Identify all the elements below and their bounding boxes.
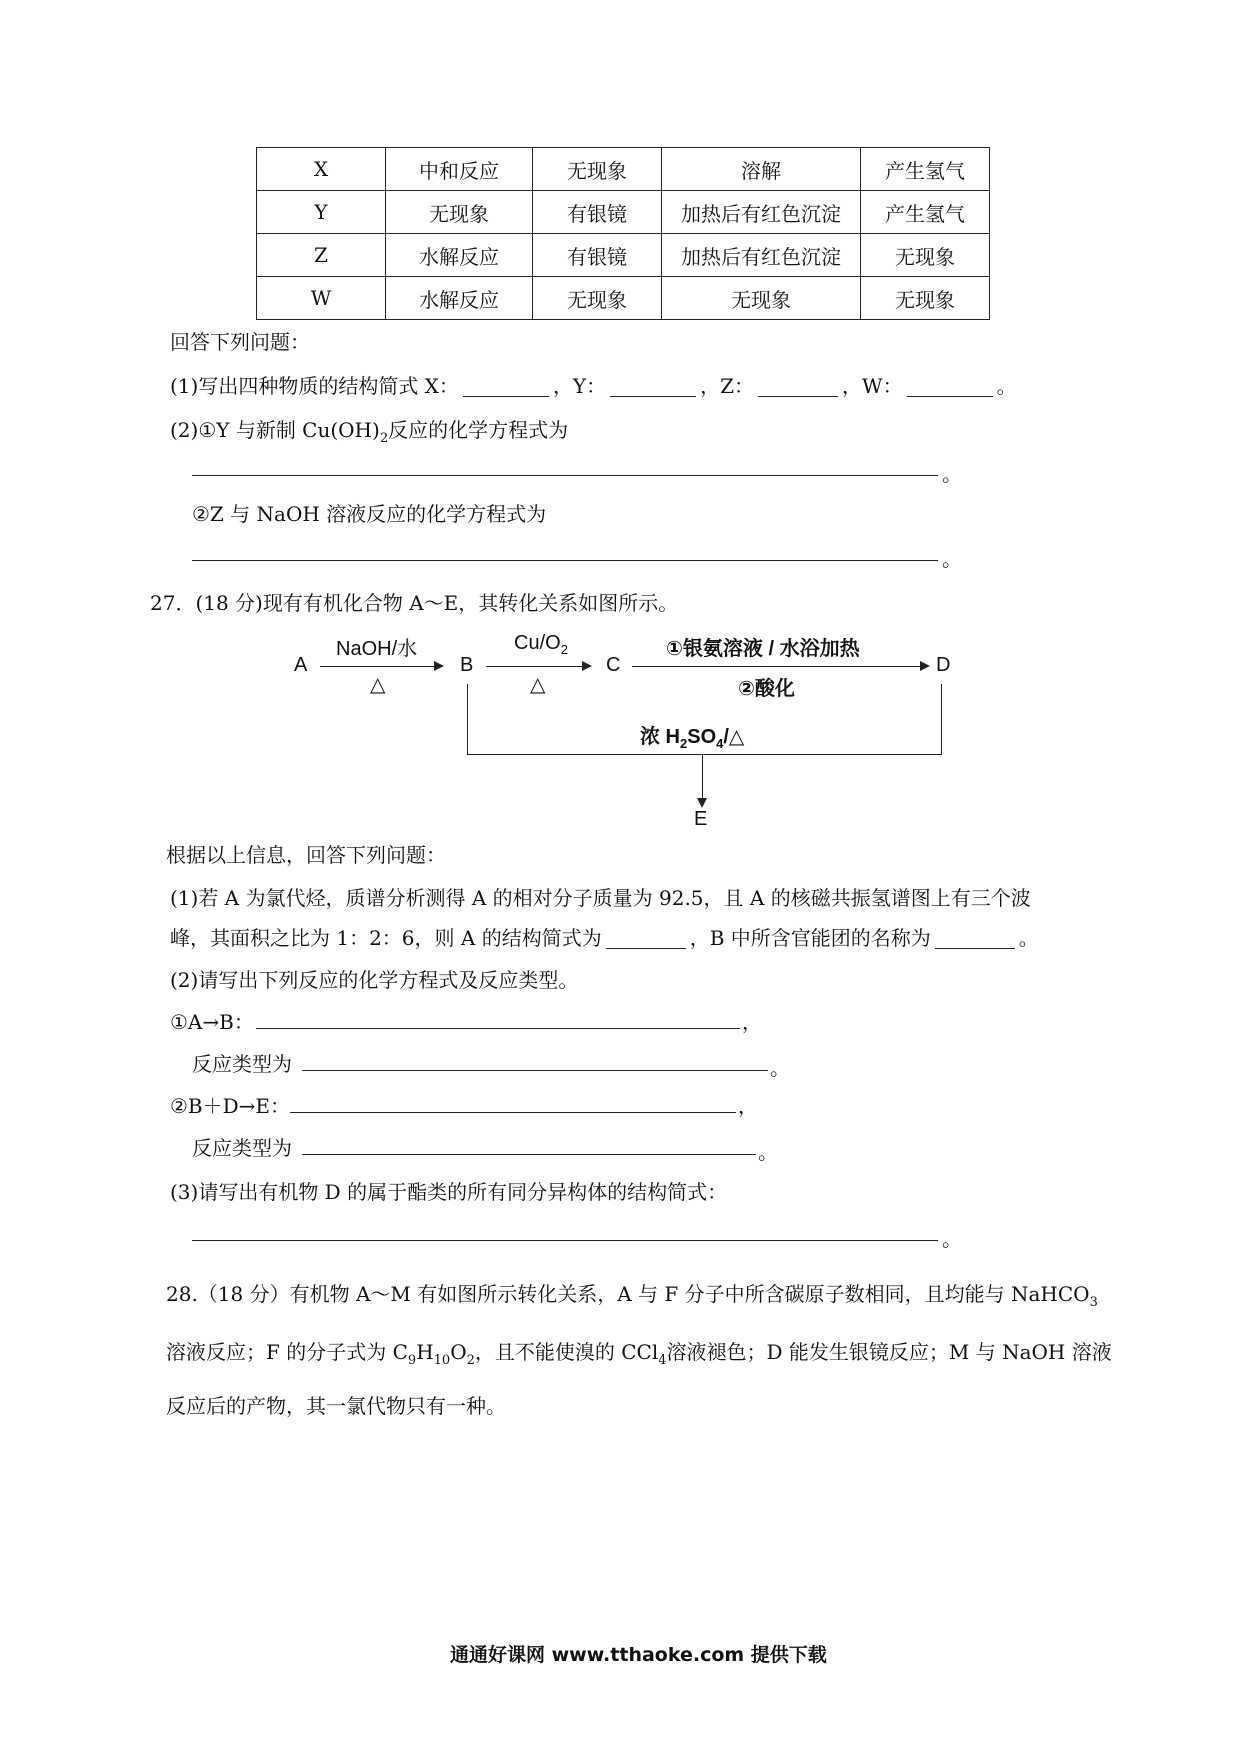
answer-blank-z[interactable] bbox=[758, 374, 838, 397]
q26-part1-label-y: ，Y： bbox=[552, 374, 607, 398]
q27-title: 27．(18 分)现有有机化合物 A～E，其转化关系如图所示。 bbox=[150, 591, 679, 615]
q27-r1-type: 反应类型为 bbox=[192, 1052, 292, 1076]
q27-part1-text-c: ，B 中所含官能团的名称为 bbox=[689, 926, 931, 950]
table-cell: W bbox=[257, 277, 386, 320]
q26-part1 bbox=[170, 370, 1017, 399]
q26-part2-1-text-b: 反应的化学方程式为 bbox=[388, 418, 569, 442]
label-bc-bottom: △ bbox=[530, 674, 546, 696]
answer-line-isomers[interactable] bbox=[192, 1240, 938, 1241]
q27-part1-line1: (1)若 A 为氯代烃，质谱分析测得 A 的相对分子质量为 92.5，且 A 的核磁共振氢谱图上有三个波 bbox=[170, 886, 1031, 910]
q28-line2-d: ，且不能使溴的 CCl bbox=[474, 1340, 659, 1364]
answer-blank-w[interactable] bbox=[907, 374, 993, 397]
label-bc-top bbox=[514, 632, 568, 657]
q28-line2-s2: 10 bbox=[433, 1353, 451, 1368]
arrow-c-d bbox=[632, 666, 928, 667]
answer-line-z-equation[interactable] bbox=[192, 560, 938, 561]
answer-blank-b-group[interactable] bbox=[935, 926, 1015, 949]
q26-part1-label-x: (1)写出四种物质的结构简式 X： bbox=[170, 374, 459, 398]
arrow-b-c bbox=[486, 666, 590, 667]
table-cell: 溶解 bbox=[662, 148, 861, 191]
q27-r2-end: 。 bbox=[758, 1140, 778, 1164]
page-footer: 通通好课网 www.tthaoke.com 提供下载 bbox=[450, 1644, 827, 1666]
q26-end-1: 。 bbox=[942, 462, 962, 486]
table-row bbox=[257, 277, 990, 320]
conversion-diagram bbox=[290, 628, 970, 828]
q26-part2-1 bbox=[170, 414, 568, 446]
line-b-down bbox=[467, 684, 468, 754]
table-cell: 加热后有红色沉淀 bbox=[662, 234, 861, 277]
table-cell: 产生氢气 bbox=[861, 148, 990, 191]
table-cell: 无现象 bbox=[386, 191, 533, 234]
table-cell: X bbox=[257, 148, 386, 191]
reaction-table bbox=[256, 147, 990, 320]
node-a: A bbox=[294, 654, 308, 676]
table-row bbox=[257, 191, 990, 234]
arrow-to-e bbox=[702, 754, 703, 800]
q27-intro: 根据以上信息，回答下列问题： bbox=[166, 843, 446, 867]
q28-line2-e: 溶液褪色；D 能发生银镜反应；M 与 NaOH 溶液 bbox=[666, 1340, 1112, 1364]
label-cd-bottom: ②酸化 bbox=[738, 678, 795, 700]
table-cell: 无现象 bbox=[861, 277, 990, 320]
line-d-down bbox=[941, 684, 942, 754]
answer-blank-x[interactable] bbox=[463, 374, 549, 397]
q27-part3: (3)请写出有机物 D 的属于酯类的所有同分异构体的结构简式： bbox=[170, 1180, 728, 1204]
label-be-sub2: 4 bbox=[716, 736, 724, 751]
label-ab-top: NaOH/水 bbox=[336, 638, 418, 660]
q26-part1-label-z: ，Z： bbox=[700, 374, 755, 398]
label-bc-top-text: Cu/O bbox=[514, 632, 561, 654]
q26-prompt: 回答下列问题： bbox=[170, 330, 310, 354]
table-cell: 有银镜 bbox=[533, 234, 662, 277]
label-bc-top-sub: 2 bbox=[560, 642, 568, 657]
table-row bbox=[257, 234, 990, 277]
q28-line2-s1: 9 bbox=[407, 1353, 417, 1368]
answer-line-b-d-type[interactable] bbox=[302, 1154, 756, 1155]
label-ab-bottom: △ bbox=[370, 674, 386, 696]
table-cell: 产生氢气 bbox=[861, 191, 990, 234]
q28-line3: 反应后的产物，其一氯代物只有一种。 bbox=[166, 1394, 506, 1418]
table-cell: Y bbox=[257, 191, 386, 234]
q28-line2-s4: 4 bbox=[658, 1353, 667, 1368]
q28-line1-text: 28.（18 分）有机物 A～M 有如图所示转化关系，A 与 F 分子中所含碳原子数相同，且均能与 NaHCO bbox=[166, 1282, 1090, 1306]
answer-blank-a-structure[interactable] bbox=[606, 926, 686, 949]
q28-line1 bbox=[166, 1278, 1098, 1310]
q28-line2-a: 溶液反应；F 的分子式为 C bbox=[166, 1340, 408, 1364]
q26-part2-2: ②Z 与 NaOH 溶液反应的化学方程式为 bbox=[192, 502, 547, 526]
arrow-to-e-head bbox=[697, 798, 707, 808]
table-cell: 中和反应 bbox=[386, 148, 533, 191]
q26-part1-label-w: ，W： bbox=[842, 374, 903, 398]
q27-end-3: 。 bbox=[942, 1227, 962, 1251]
q26-end-2: 。 bbox=[942, 547, 962, 571]
answer-line-a-b-type[interactable] bbox=[302, 1070, 768, 1071]
label-be-a: 浓 H bbox=[640, 726, 680, 748]
q27-part1-text-b: 峰，其面积之比为 1：2：6，则 A 的结构简式为 bbox=[170, 926, 602, 950]
label-be-c: /△ bbox=[723, 726, 745, 748]
table-row bbox=[257, 148, 990, 191]
q26-part1-end: 。 bbox=[996, 374, 1017, 398]
answer-line-a-b-equation[interactable] bbox=[256, 1028, 740, 1029]
q27-r1-comma: ， bbox=[742, 1010, 762, 1034]
q27-r2-comma: ， bbox=[738, 1094, 758, 1118]
q27-r1-end: 。 bbox=[770, 1056, 790, 1080]
node-d: D bbox=[936, 654, 951, 676]
table-cell: 加热后有红色沉淀 bbox=[662, 191, 861, 234]
q27-part2: (2)请写出下列反应的化学方程式及反应类型。 bbox=[170, 968, 579, 992]
q27-r1: ①A→B： bbox=[170, 1010, 254, 1034]
label-be bbox=[640, 720, 744, 751]
q27-r2-type: 反应类型为 bbox=[192, 1136, 292, 1160]
reaction-table-body bbox=[257, 148, 990, 320]
node-b: B bbox=[460, 654, 474, 676]
line-b-d-join bbox=[467, 754, 942, 755]
label-be-sub1: 2 bbox=[680, 736, 688, 751]
table-cell: 水解反应 bbox=[386, 277, 533, 320]
table-cell: Z bbox=[257, 234, 386, 277]
q28-line2-c: O bbox=[450, 1340, 467, 1364]
q27-r2: ②B＋D→E： bbox=[170, 1094, 291, 1118]
q27-part1-line2 bbox=[170, 922, 1039, 951]
table-cell: 无现象 bbox=[861, 234, 990, 277]
q28-line2-s3: 2 bbox=[466, 1353, 475, 1368]
answer-line-b-d-equation[interactable] bbox=[290, 1112, 736, 1113]
q28-line2-b: H bbox=[416, 1340, 434, 1364]
arrow-a-b bbox=[320, 666, 442, 667]
answer-blank-y[interactable] bbox=[610, 374, 696, 397]
q26-part2-1-sub: 2 bbox=[379, 431, 389, 446]
table-cell: 无现象 bbox=[533, 277, 662, 320]
q27-part1-end: 。 bbox=[1018, 926, 1039, 950]
table-cell: 水解反应 bbox=[386, 234, 533, 277]
q28-line2 bbox=[166, 1336, 1112, 1368]
table-cell: 无现象 bbox=[533, 148, 662, 191]
table-cell: 无现象 bbox=[662, 277, 861, 320]
q28-line1-sub: 3 bbox=[1089, 1295, 1098, 1310]
table-cell: 有银镜 bbox=[533, 191, 662, 234]
q26-part2-1-text: (2)①Y 与新制 Cu(OH) bbox=[170, 418, 380, 442]
label-cd-top: ①银氨溶液 / 水浴加热 bbox=[666, 638, 860, 660]
node-c: C bbox=[606, 654, 621, 676]
node-e: E bbox=[694, 808, 708, 830]
label-be-b: SO bbox=[687, 726, 717, 748]
answer-line-y-equation[interactable] bbox=[192, 475, 938, 476]
